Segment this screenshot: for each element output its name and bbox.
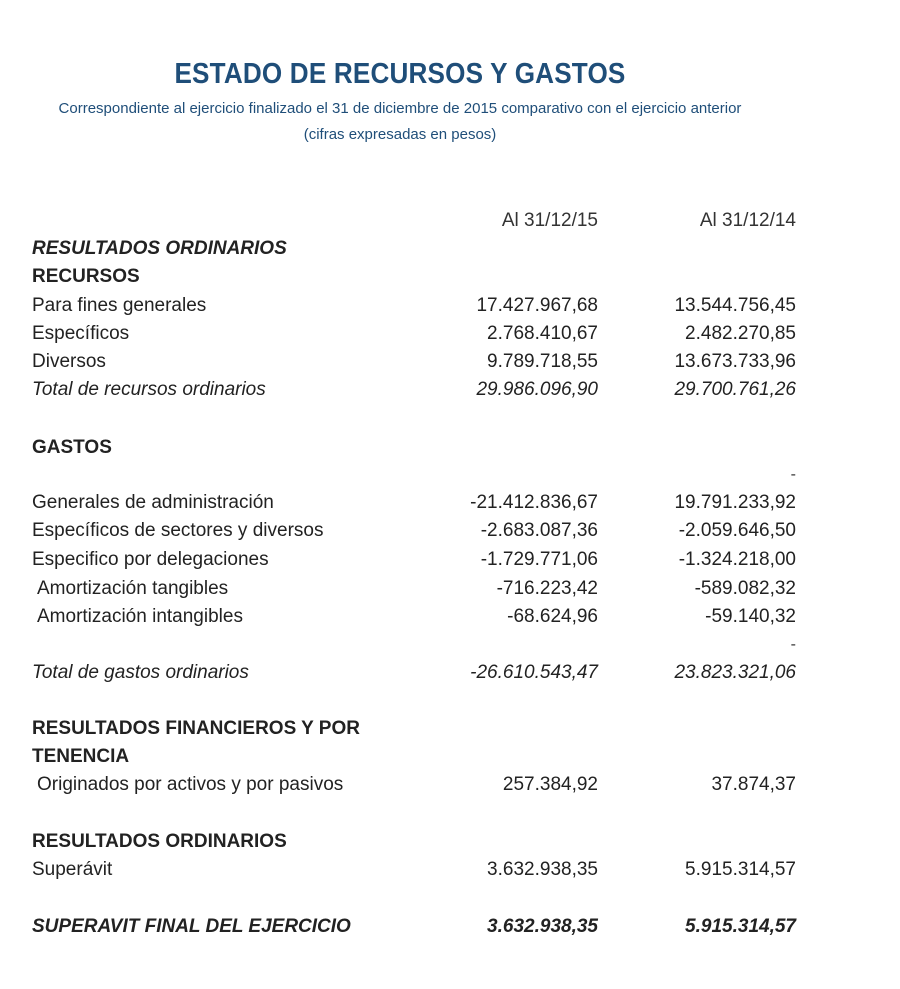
table-row <box>32 606 796 634</box>
row-label: Total de recursos ordinarios <box>32 379 266 400</box>
row-label: Especifico por delegaciones <box>32 549 269 570</box>
section-heading-label: RESULTADOS ORDINARIOS <box>32 238 287 259</box>
row-value-2015: 17.427.967,68 <box>476 295 598 316</box>
row-value-2015: 2.768.410,67 <box>487 323 598 344</box>
table-row <box>32 351 796 379</box>
row-label: Amortización tangibles <box>37 578 229 599</box>
column-header-2014: Al 31/12/14 <box>699 210 796 231</box>
row-value-2014: -1.324.218,00 <box>678 549 796 570</box>
section-heading-label: RESULTADOS ORDINARIOS <box>32 831 287 852</box>
final-superavit-row <box>32 916 796 944</box>
section-heading-label: RESULTADOS FINANCIEROS Y POR <box>32 718 360 739</box>
row-label: Originados por activos y por pasivos <box>37 774 344 795</box>
row-value-2014: 23.823.321,06 <box>674 662 796 683</box>
row-label: Superávit <box>32 859 113 880</box>
row-value-2014: 5.915.314,57 <box>685 859 796 880</box>
row-value-2015: 3.632.938,35 <box>487 859 598 880</box>
row-value-2014: 13.544.756,45 <box>674 295 796 316</box>
page-title: ESTADO DE RECURSOS Y GASTOS <box>174 58 626 90</box>
section-heading-financieros <box>32 718 796 746</box>
table-row <box>32 520 796 548</box>
row-label: SUPERAVIT FINAL DEL EJERCICIO <box>32 916 351 937</box>
table-row <box>32 859 796 887</box>
row-label: Amortización intangibles <box>37 606 243 627</box>
row-value-2015: -26.610.543,47 <box>470 662 598 683</box>
row-label: Diversos <box>32 351 106 372</box>
row-value-2014: 37.874,37 <box>711 774 796 795</box>
section-heading-label: GASTOS <box>32 437 112 458</box>
dash-mark: - <box>790 466 796 483</box>
row-value-2014: 19.791.233,92 <box>674 492 796 513</box>
row-value-2014: 29.700.761,26 <box>674 379 796 400</box>
section-heading-resultados <box>32 831 796 859</box>
table-row <box>32 492 796 520</box>
section-heading-label: TENENCIA <box>32 746 130 767</box>
currency-note: (cifras expresadas en pesos) <box>303 126 497 143</box>
row-value-2014: -2.059.646,50 <box>678 520 796 541</box>
row-value-2015: -68.624,96 <box>507 606 598 627</box>
table-row <box>32 295 796 323</box>
table-row <box>32 549 796 577</box>
row-value-2015: 9.789.718,55 <box>487 351 598 372</box>
dash-mark: - <box>790 636 796 653</box>
page-subtitle: Correspondiente al ejercicio finalizado el 31 de diciembre de 2015 comparativo con el ejercicio anterior <box>58 100 742 117</box>
row-label: Total de gastos ordinarios <box>32 662 249 683</box>
total-row-recursos <box>32 379 796 407</box>
row-value-2014: -59.140,32 <box>705 606 796 627</box>
row-label: Generales de administración <box>32 492 274 513</box>
table-row <box>32 774 796 802</box>
section-heading-label: RECURSOS <box>32 266 140 287</box>
row-value-2015: 3.632.938,35 <box>487 916 598 937</box>
total-row-gastos <box>32 662 796 690</box>
row-value-2015: -1.729.771,06 <box>480 549 598 570</box>
row-value-2015: 29.986.096,90 <box>476 379 598 400</box>
table-row <box>32 323 796 351</box>
row-value-2015: -2.683.087,36 <box>480 520 598 541</box>
section-heading-recursos <box>32 266 796 294</box>
section-heading-financieros-line2 <box>32 746 796 774</box>
row-value-2015: -21.412.836,67 <box>470 492 598 513</box>
row-value-2014: 13.673.733,96 <box>674 351 796 372</box>
column-header-2015: Al 31/12/15 <box>501 210 598 231</box>
row-value-2014: -589.082,32 <box>694 578 796 599</box>
section-heading-gastos <box>32 437 796 465</box>
row-value-2014: 2.482.270,85 <box>685 323 796 344</box>
row-label: Específicos <box>32 323 130 344</box>
row-label: Para fines generales <box>32 295 207 316</box>
table-row <box>32 578 796 606</box>
row-value-2015: 257.384,92 <box>502 774 598 795</box>
row-label: Específicos de sectores y diversos <box>32 520 324 541</box>
row-value-2015: -716.223,42 <box>496 578 598 599</box>
section-heading-resultados-ordinarios <box>32 238 796 266</box>
row-value-2014: 5.915.314,57 <box>685 916 796 937</box>
